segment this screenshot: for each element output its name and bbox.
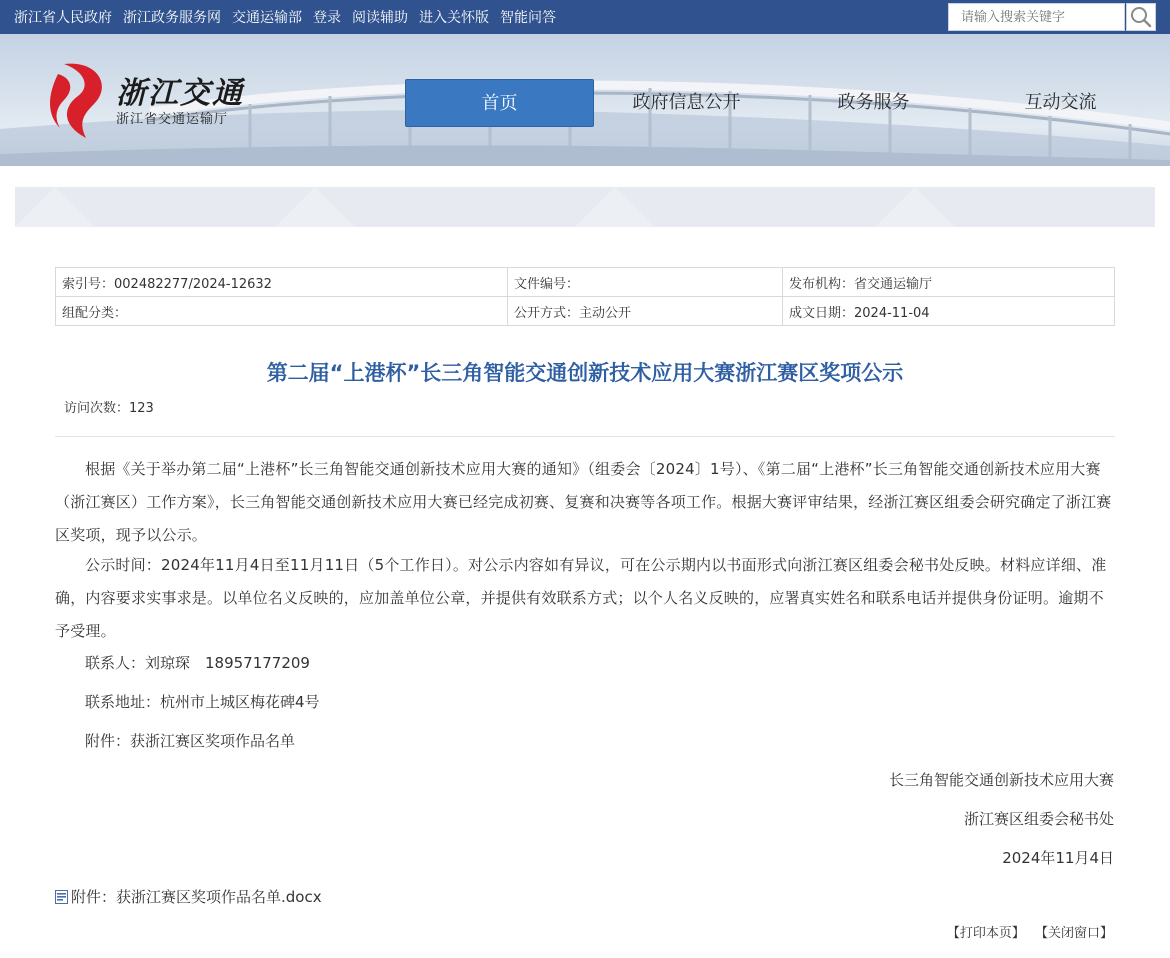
issuer: 发布机构：省交通运输厅 — [783, 268, 1115, 297]
contact-person: 联系人：刘琼琛 18957177209 — [85, 654, 310, 672]
open-mode: 公开方式：主动公开 — [508, 297, 783, 326]
smart-qa-link[interactable]: 智能问答 — [500, 10, 556, 26]
logo-icon — [50, 60, 112, 140]
breadcrumb-band — [15, 187, 1155, 227]
top-links — [14, 0, 567, 34]
article-paragraph-2: 公示时间：2024年11月4日至11月11日（5个工作日）。对公示内容如有异议，可在公示期内以书面形式向浙江赛区组委会秘书处反映。材料应详细、准确，内容要求实事求是。以单位名义反映的，应加盖单位公章，并提供有效联系方式；以个人名义反映的，应署真实姓名和联系电话并提供身份证明。逾期不予受理。 — [55, 556, 1107, 640]
attachment-note: 附件：获浙江赛区奖项作品名单 — [85, 732, 296, 750]
attachment-label[interactable]: 附件：获浙江赛区奖项作品名单.docx — [71, 888, 322, 906]
nav-interaction[interactable]: 互动交流 — [1024, 92, 1097, 113]
page-actions — [941, 922, 1113, 941]
category: 组配分类： — [56, 297, 508, 326]
nav-home[interactable]: 首页 — [405, 79, 594, 127]
search-input[interactable] — [948, 3, 1125, 31]
link-zj-service[interactable]: 浙江政务服务网 — [123, 10, 221, 26]
divider — [55, 436, 1115, 437]
login-link[interactable]: 登录 — [313, 10, 341, 26]
search-button[interactable] — [1126, 3, 1156, 31]
signature-secretariat: 浙江赛区组委会秘书处 — [963, 810, 1114, 828]
document-number: 文件编号： — [508, 268, 783, 297]
nav-gov-service[interactable]: 政务服务 — [837, 92, 910, 113]
logo-subtitle: 浙江省交通运输厅 — [116, 112, 229, 127]
visit-count: 访问次数：123 — [64, 401, 154, 416]
search-icon — [1127, 4, 1155, 30]
article-title: 第二届“上港杯”长三角智能交通创新技术应用大赛浙江赛区奖项公示 — [266, 361, 904, 385]
written-date: 成文日期：2024-11-04 — [783, 297, 1115, 326]
print-page-link[interactable]: 【打印本页】 — [946, 926, 1025, 941]
top-bar — [0, 0, 1170, 34]
article-paragraph-1: 根据《关于举办第二届“上港杯”长三角智能交通创新技术应用大赛的通知》（组委会〔2024〕1号）、《第二届“上港杯”长三角智能交通创新技术应用大赛（浙江赛区）工作方案》，长三角智能交通创新技术应用大赛已经完成初赛、复赛和决赛等各项工作。根据大赛评审结果，经浙江赛区组委会研究确定了浙江赛区奖项，现予以公示。 — [55, 460, 1112, 544]
attachment-link[interactable] — [55, 886, 322, 907]
header-banner — [0, 34, 1170, 166]
close-window-link[interactable]: 【关闭窗口】 — [1034, 926, 1113, 941]
nav-gov-info[interactable]: 政府信息公开 — [632, 92, 741, 113]
care-mode-link[interactable]: 进入关怀版 — [419, 10, 489, 26]
table-row — [56, 297, 1115, 326]
signature-date: 2024年11月4日 — [1002, 849, 1114, 867]
link-mot[interactable]: 交通运输部 — [232, 10, 302, 26]
reading-assist-link[interactable]: 阅读辅助 — [352, 10, 408, 26]
link-zj-gov[interactable]: 浙江省人民政府 — [14, 10, 112, 26]
contact-address: 联系地址：杭州市上城区梅花碑4号 — [85, 693, 320, 711]
band-pattern — [15, 187, 1155, 227]
table-row — [56, 268, 1115, 297]
index-number: 索引号：002482277/2024-12632 — [56, 268, 508, 297]
logo-title: 浙江交通 — [116, 76, 244, 111]
document-icon — [55, 890, 68, 904]
signature-organizer: 长三角智能交通创新技术应用大赛 — [888, 771, 1114, 789]
document-meta-table — [55, 267, 1115, 326]
